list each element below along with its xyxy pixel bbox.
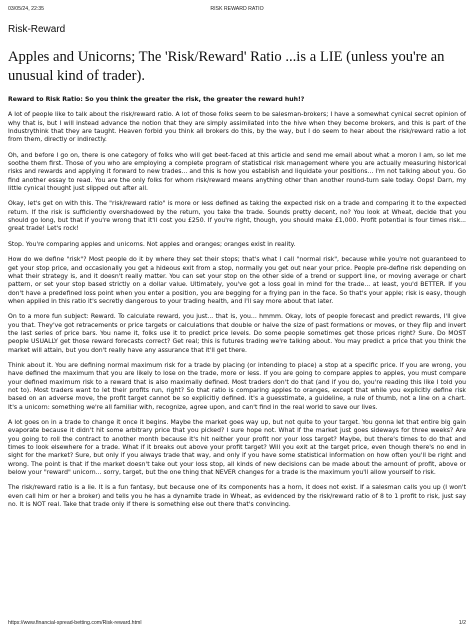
paragraph-7: Think about it. You are defining normal maximum risk for a trade by placing (or intending to place) a stop at a specific price. If you are wrong, you have defined the maximum that you are likely to lose on the trade, more or less. If you are going to compare apples to apples, you must compare your defined maximum risk to a reward that is also maximally defined. Most traders don't do that (and if you do, you're reading this like I told you not to). Most traders want to let their profits run, right? So that ratio is comparing apples to oranges, except that while you explicitly define risk based on an adverse move, the profit target cannot be so explicitly defined. It's a guesstimate, a guideline, a rule of thumb, not a line on a chart. It's a unicorn: something we're all familiar with, recognize, agree upon, and can't find in the real world to save our lives. <box>8 361 466 411</box>
page-number: 1/2 <box>458 620 466 626</box>
paragraph-6: On to a more fun subject: Reward. To calculate reward, you just... that is, you... hmmm. Okay, lots of people forecast and predict rewards, I'll give you that. They've got retracements or price targets or calculations that double or halve the size of past formations or moves, or they flip and invert the last series of price bars. You name it, folks use it to predict price levels. Do some people sometimes get those prices right? Sure. Do MOST people USUALLY get those reward forecasts correct? Get real; this is futures trading we're talking about. You may predict a price that you think the market will attain, but you don't really have any assurance that it'll get there. <box>8 313 466 354</box>
paragraph-5: How do we define "risk"? Most people do it by where they set their stops; that's what I call "normal risk", because while you're not guaranteed to get your stop price, and occasionally you get a hideous exit from a stop, normally you get out near your price. People pre-define risk depending on what their strategy is, and it doesn't really matter. You can set your stop on the other side of a trend or support line, or moving average or chart pattern, or set your stop based strictly on a dollar value. Ultimately, you've got a loss goal in mind for the trade... at least, you'd BETTER. If you don't have a predefined loss point when you enter a position, you are begging for a frying pan in the face. So that's your apple; risk is easy, though when applied in this ratio it's secretly dangerous to your trading health, and I'll say more about that later. <box>8 256 466 305</box>
paragraph-9: The risk/reward ratio is a lie. It is a fun fantasy, but because one of its components has a horn, it does not exist. If a salesman calls you up (I won't even call him or her a broker) and tells you he has a dynamite trade in Wheat, as evidenced by the risk/reward ratio of 8 to 1 profit to risk, just say no. It is NOT real. Take that trade only if there is something else out there that's convincing. <box>8 484 466 509</box>
page-url: https://www.financial-spread-betting.com/Risk-reward.html <box>8 620 142 626</box>
paragraph-4: Stop. You're comparing apples and unicorns. Not apples and oranges; oranges exist in reality. <box>8 240 296 248</box>
article-lead: Reward to Risk Ratio: So you think the greater the risk, the greater the reward huh!? <box>8 96 305 103</box>
article-title: Apples and Unicorns; The 'Risk/Reward' Ratio ...is a LIE (unless you're an unusual kind of trader). <box>8 49 445 84</box>
paragraph-1: A lot of people like to talk about the risk/reward ratio. A lot of those folks seem to be salesman-brokers; I have a somewhat cynical secret opinion of why that is, but I will instead advance the notion that they are simply assimilated into the hive when they become brokers, and this is part of the Industrythink that they are taught. Heaven forbid you think all brokers do this, by the way, but I do seem to hear about the risk/reward ratio a lot from them, directly or indirectly. <box>8 111 466 144</box>
print-datetime: 03/05/24, 22:35 <box>8 6 45 12</box>
print-doc-title: RISK REWARD RATIO <box>210 6 264 12</box>
article-body <box>8 96 466 516</box>
paragraph-8: A lot goes on in a trade to change it once it begins. Maybe the market goes way up, but not quite to your target. You gonna let that entire big gain evaporate because it didn't hit some arbitrary price that you picked? I sure hope not. What if the market just goes sideways for three weeks? Are you going to roll the contract to another month because it's hit neither your profit nor your loss target? Maybe, but there's times to do that and times to look elsewhere for a trade. What if it breaks out above your profit target? Will you exit at the target price, even though there's no end in sight for the market? Sure, but only if you always trade that way, and only if you have some statistical information on how often you'll be right and wrong. The point is that if the market doesn't take out your loss stop, all kinds of new decisions can be made about the amount of profit, above or below your "reward" unicorn... sorry, target, but the one thing that NEVER changes for a trade is the maximum you'll allow yourself to risk. <box>8 419 466 477</box>
section-label: Risk-Reward <box>8 24 66 35</box>
paragraph-2: Oh, and before I go on, there is one category of folks who will get beet-faced at this article and send me email about what a moron I am, so let me soothe them first. Those of you who are employing a complete program of statistical risk management where you are actually measuring historical risks and rewards and applying it forward to new trades... and this is how you establish and liquidate your positions... I'm not talking about you. Go find another essay to read. You are the only folks for whom risk/reward means anything other than another round-turn sale today. Oops! Darn, my little cynical thought just slipped out after all. <box>8 151 466 193</box>
paragraph-3: Okay, let's get on with this. The "risk/reward ratio" is more or less defined as taking the expected risk on a trade and comparing it to the expected return. If the risk is sufficiently overshadowed by the return, you take the trade. Sounds pretty decent, no? You look at Wheat, decide that you should go long, but that if you're wrong that it'll cost you £250. If you're right, though, you should make £1,000. Profit potential is four times risk... great trade! Let's rock! <box>8 200 466 233</box>
